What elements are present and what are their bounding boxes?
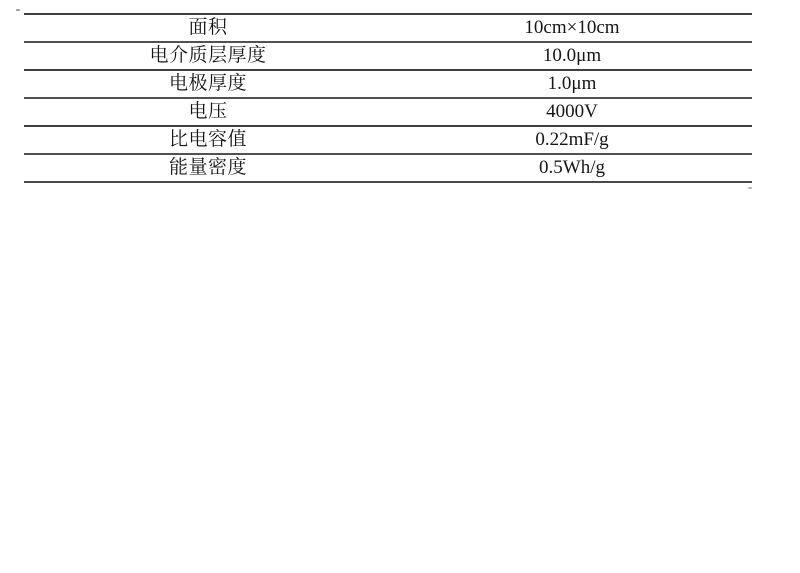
param-value-voltage: 4000V [546,101,598,122]
parameter-table [24,13,752,183]
table-row [24,125,752,153]
table-row [24,41,752,69]
param-label-specific-capacitance: 比电容值 [168,129,247,150]
param-value-energy-density: 0.5Wh/g [539,157,605,178]
scan-speck [748,187,752,189]
table-row [24,153,752,181]
param-label-energy-density: 能量密度 [168,157,247,178]
param-value-dielectric-thickness: 10.0μm [542,45,602,66]
param-value-specific-capacitance: 0.22mF/g [535,129,609,150]
param-label-area: 面积 [188,17,228,38]
table-row [24,69,752,97]
param-label-voltage: 电压 [188,101,228,122]
param-label-electrode-thickness: 电极厚度 [168,73,247,94]
table-row [24,97,752,125]
param-label-dielectric-thickness: 电介质层厚度 [149,45,267,66]
table-row [24,13,752,41]
param-value-electrode-thickness: 1.0μm [547,73,597,94]
param-value-area: 10cm×10cm [524,17,620,38]
scan-speck [16,9,20,11]
